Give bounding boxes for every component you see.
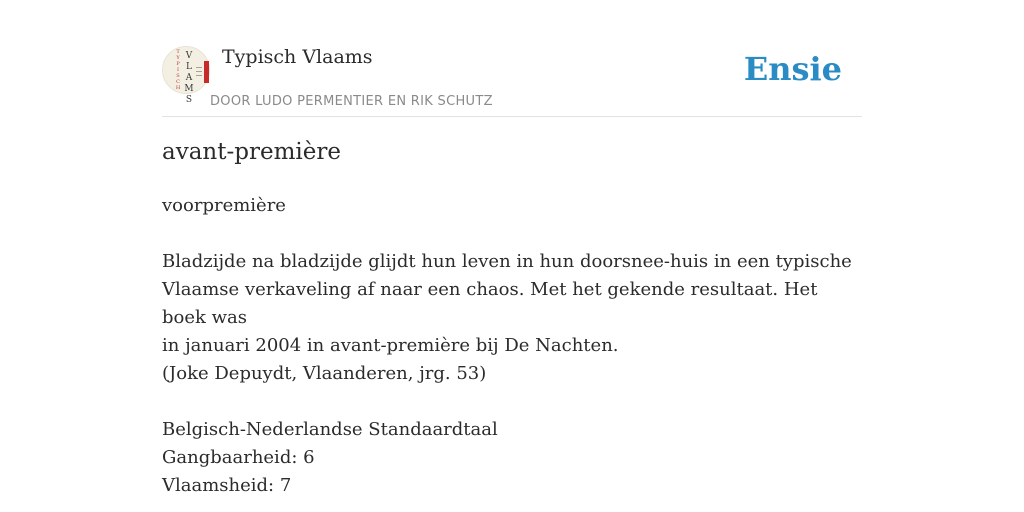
- book-authors: DOOR LUDO PERMENTIER EN RIK SCHUTZ: [210, 94, 493, 109]
- header: [162, 46, 862, 117]
- cover-lettering: V L A M S: [184, 51, 194, 105]
- example-line: Vlaamse verkaveling af naar een chaos. Met het gekende resultaat. Het boek was: [162, 279, 818, 328]
- entry-definition: voorpremière: [162, 195, 286, 216]
- cover-stripe: [204, 61, 209, 83]
- book-title[interactable]: Typisch Vlaams: [222, 46, 373, 68]
- language-variant: Belgisch-Nederlandse Standaardtaal: [162, 419, 498, 440]
- entry-title: avant-première: [162, 139, 341, 165]
- example-source: (Joke Depuydt, Vlaanderen, jrg. 53): [162, 363, 487, 384]
- example-line: Bladzijde na bladzijde glijdt hun leven in hun doorsnee-huis in een typische: [162, 251, 852, 272]
- cover-side-lettering: T Y P I S C H: [175, 49, 181, 91]
- brand-logo-link[interactable]: Ensie: [743, 50, 842, 88]
- cover-decoration: [196, 67, 202, 79]
- vlaamsheid-score: Vlaamsheid: 7: [162, 475, 292, 496]
- entry-body: [162, 192, 862, 500]
- example-line: in januari 2004 in avant-première bij De Nachten.: [162, 335, 619, 356]
- gangbaarheid-score: Gangbaarheid: 6: [162, 447, 315, 468]
- book-cover-image[interactable]: [162, 46, 210, 105]
